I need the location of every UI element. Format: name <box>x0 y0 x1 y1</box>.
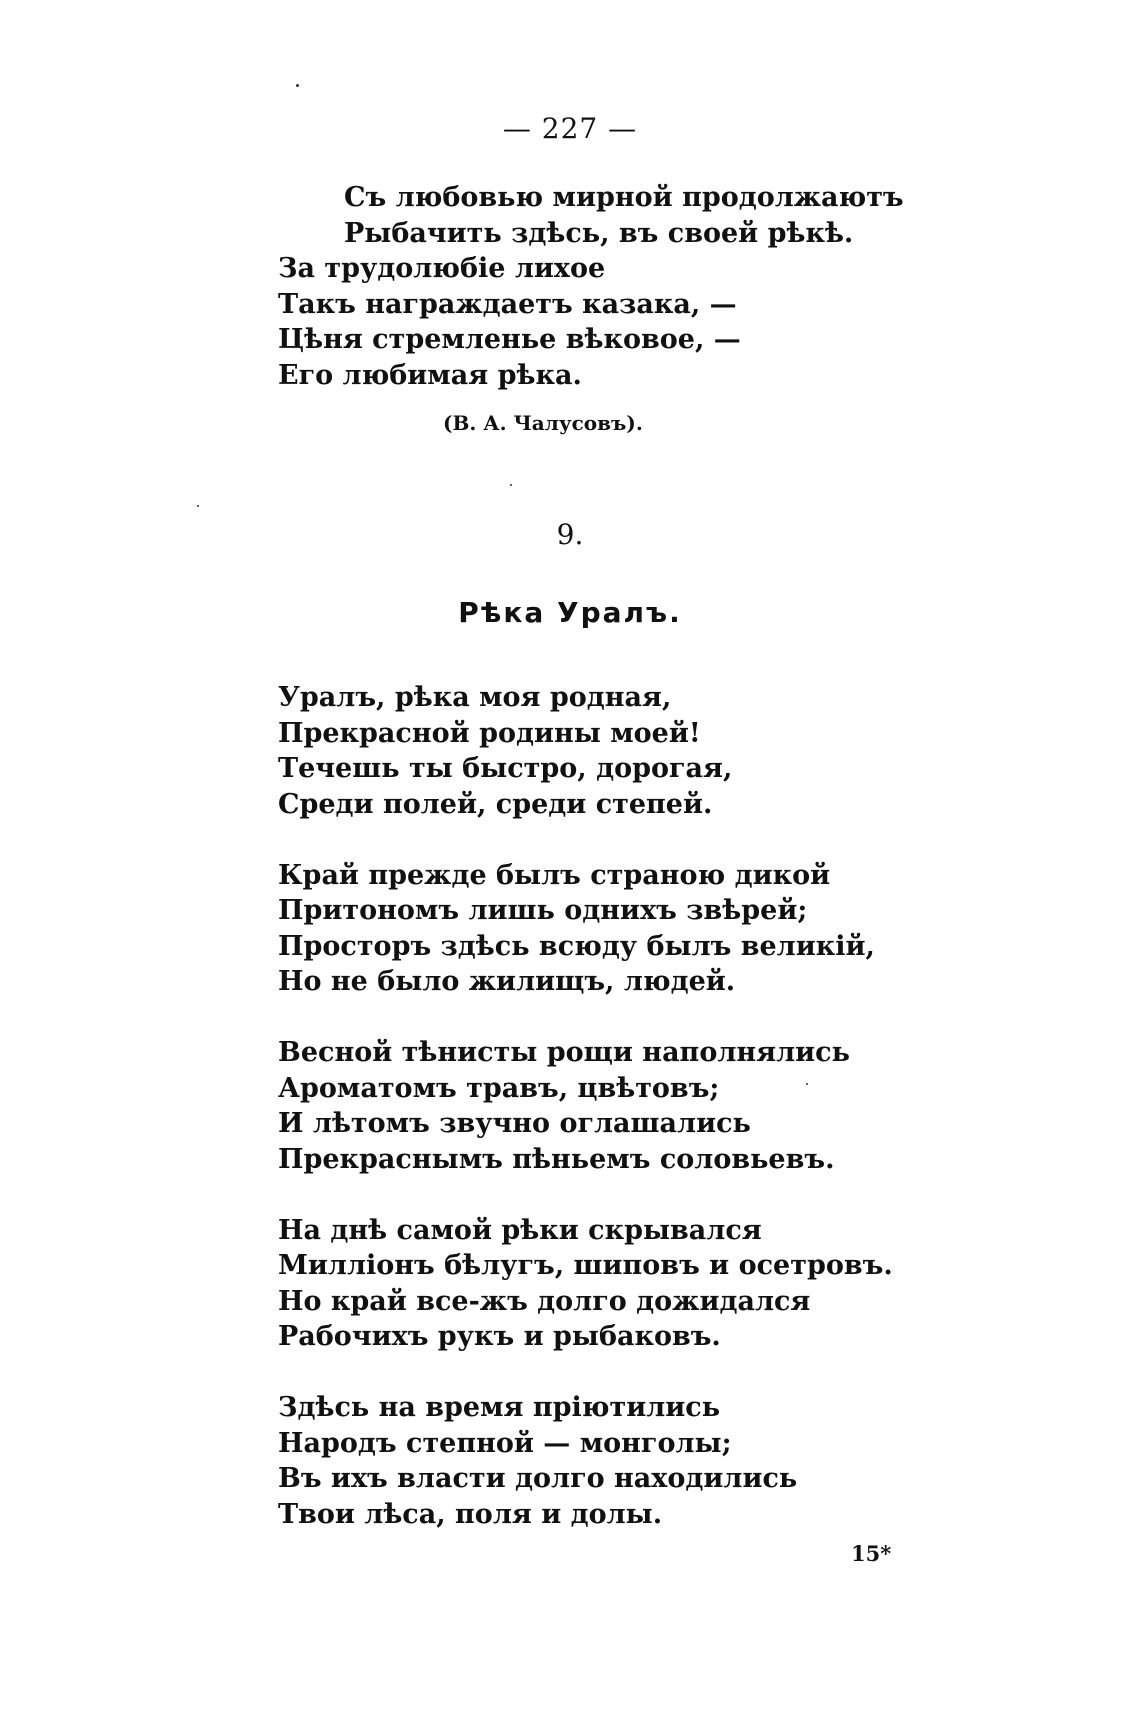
stanza <box>278 1035 918 1177</box>
poem-line: Просторъ здѣсь всюду былъ великій, <box>278 930 875 962</box>
poem-line: Но край все-жъ долго дожидался <box>278 1285 811 1317</box>
section-title: Рѣка Уралъ. <box>458 596 682 629</box>
poem-line: Прекрасной родины моей! <box>278 717 701 749</box>
poem-line: Ароматомъ травъ, цвѣтовъ; <box>278 1072 720 1104</box>
poem-line: Народъ степной — монголы; <box>278 1427 732 1459</box>
stanza <box>278 858 918 1000</box>
poem-line: Цѣня стремленье вѣковое, — <box>278 324 741 355</box>
poem-line: Весной тѣнисты рощи наполнялись <box>278 1037 850 1068</box>
poem-line: Прекраснымъ пѣньемъ соловьевъ. <box>278 1143 835 1175</box>
poem-line: Съ любовью мирной продолжаютъ <box>344 182 904 213</box>
poem-line: Рабочихъ рукъ и рыбаковъ. <box>278 1321 721 1352</box>
poem-line: Въ ихъ власти долго находились <box>278 1463 798 1494</box>
page-number: — 227 — <box>502 112 638 145</box>
print-speck <box>197 505 199 507</box>
stanza <box>278 1213 918 1355</box>
poem-line: Здѣсь на время пріютились <box>278 1392 721 1423</box>
poem-line: Течешь ты быстро, дорогая, <box>278 753 733 784</box>
poem-line: Уралъ, рѣка моя родная, <box>278 682 672 713</box>
poem-line: И лѣтомъ звучно оглашались <box>278 1108 751 1139</box>
print-speck <box>296 84 299 87</box>
poem-line: Такъ награждаетъ казака, — <box>278 288 737 320</box>
print-speck <box>510 484 512 486</box>
print-speck <box>806 1083 808 1085</box>
poem-line: Среди полей, среди степей. <box>278 788 713 820</box>
poem-line: Милліонъ бѣлугъ, шиповъ и осетровъ. <box>278 1250 893 1281</box>
poem-line: Рыбачить здѣсь, въ своей рѣкѣ. <box>344 217 854 249</box>
main-poem <box>278 680 918 1568</box>
printer-signature-mark: 15* <box>851 1541 892 1566</box>
poem-line: Притономъ лишь однихъ звѣрей; <box>278 895 808 926</box>
poem-line: Но не было жилищъ, людей. <box>278 966 736 997</box>
top-poem <box>278 180 918 393</box>
poem-attribution: (В. А. Чалусовъ). <box>443 411 643 435</box>
poem-line: За трудолюбіе лихое <box>278 253 606 284</box>
poem-line: Твои лѣса, поля и долы. <box>278 1498 663 1530</box>
stanza <box>278 680 918 822</box>
poem-line: На днѣ самой рѣки скрывался <box>278 1214 762 1246</box>
poem-line: Его любимая рѣка. <box>278 359 582 391</box>
section-number: 9. <box>556 518 584 551</box>
stanza <box>278 1390 918 1532</box>
poem-line: Край прежде былъ страною дикой <box>278 859 831 891</box>
